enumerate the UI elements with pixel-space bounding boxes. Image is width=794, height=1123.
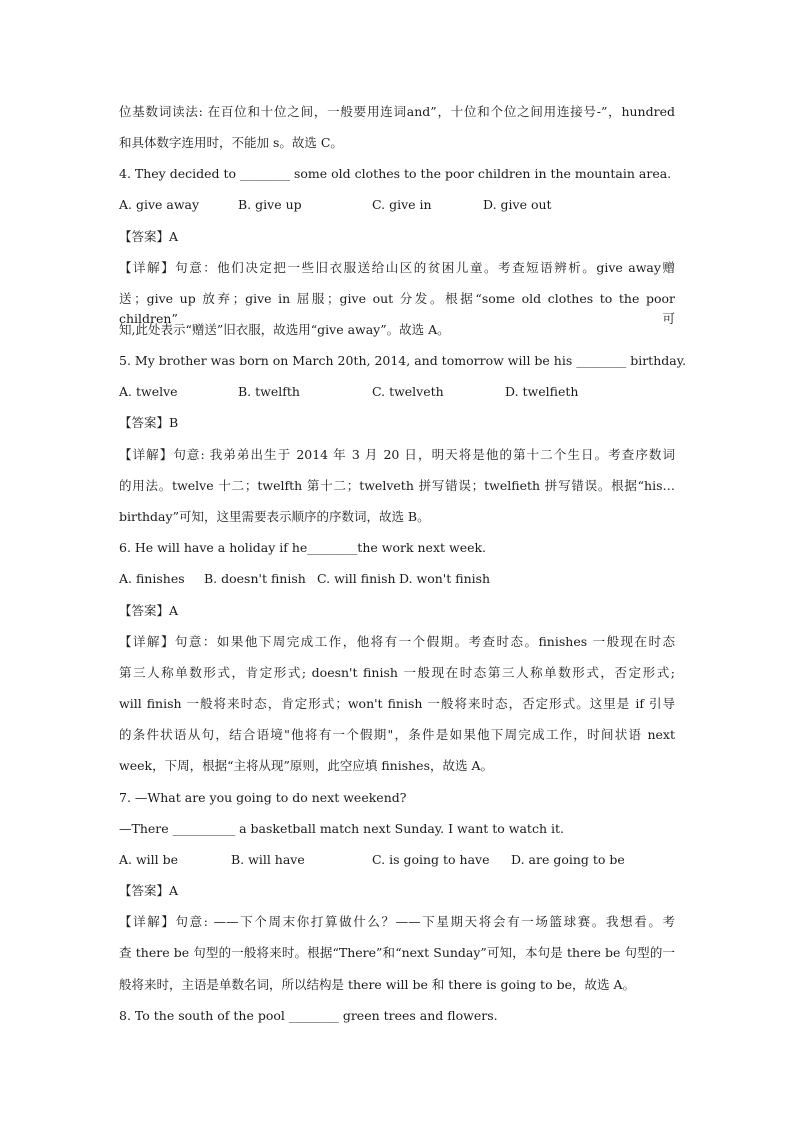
option-a: A. twelve bbox=[119, 384, 178, 399]
option-c: C. twelveth bbox=[372, 384, 444, 399]
question-6: 6. He will have a holiday if he________the work next week. bbox=[119, 540, 487, 555]
explanation-line: 第三人称单数形式，肯定形式; doesn't finish 一般现在时态第三人称单数形式，否定形式; bbox=[119, 665, 675, 680]
explanation-line: week，下周，根据“主将从现”原则，此空应填 finishes，故选 A。 bbox=[119, 758, 493, 773]
option-c: C. give in bbox=[372, 197, 432, 212]
question-8: 8. To the south of the pool ________ green trees and flowers. bbox=[119, 1008, 498, 1023]
explanation-line: 送；give up 放弃；give in 屈服；give out 分发。根据“some old clothes to the poor children”可 bbox=[119, 291, 675, 326]
explanation-line: 【详解】句意：如果他下周完成工作，他将有一个假期。考查时态。finishes 一般现在时态 bbox=[119, 634, 675, 649]
explanation-line: will finish 一般将来时态，肯定形式；won't finish 一般将来时态，否定形式。这里是 if 引导 bbox=[119, 696, 675, 711]
explanation-line: 【详解】句意: 我弟弟出生于 2014 年 3 月 20 日，明天将是他的第十二个生日。考查序数词 bbox=[119, 447, 675, 462]
explanation-line: 的条件状语从句，结合语境"他将有一个假期"，条件是如果他下周完成工作，时间状语 next bbox=[119, 727, 675, 742]
explanation-line: 【详解】句意：他们决定把一些旧衣服送给山区的贫困儿童。考查短语辨析。give away赠 bbox=[119, 260, 675, 275]
question-4: 4. They decided to ________ some old clothes to the poor children in the mountain area. bbox=[119, 166, 672, 181]
question-7-line-2: —There __________ a basketball match next Sunday. I want to watch it. bbox=[119, 821, 564, 836]
explanation-line: 查 there be 句型的一般将来时。根据“There”和“next Sunday”可知，本句是 there be 句型的一 bbox=[119, 945, 675, 960]
explanation-line: birthday”可知，这里需要表示顺序的序数词，故选 B。 bbox=[119, 509, 430, 524]
question-7: 7. —What are you going to do next weekend? bbox=[119, 790, 407, 805]
option-c: C. is going to have bbox=[372, 852, 490, 867]
option-d: D. won't finish bbox=[399, 571, 491, 586]
option-b: B. twelfth bbox=[238, 384, 300, 399]
option-b: B. will have bbox=[231, 852, 305, 867]
answer-label: 【答案】A bbox=[119, 229, 179, 244]
option-b: B. doesn't finish bbox=[204, 571, 306, 586]
option-b: B. give up bbox=[238, 197, 302, 212]
answer-label: 【答案】A bbox=[119, 603, 179, 618]
explanation-line: 的用法。twelve 十二；twelfth 第十二；twelveth 拼写错误；twelfieth 拼写错误。根据“his… bbox=[119, 478, 675, 493]
option-a: A. finishes bbox=[119, 571, 185, 586]
explanation-line: 【详解】句意: ——下个周末你打算做什么？——下星期天将会有一场篮球赛。我想看。考 bbox=[119, 914, 675, 929]
option-d: D. give out bbox=[483, 197, 552, 212]
question-5: 5. My brother was born on March 20th, 2014, and tomorrow will be his ________ birthday. bbox=[119, 353, 687, 368]
text-line: 和具体数字连用时，不能加 s。故选 C。 bbox=[119, 135, 343, 150]
answer-label: 【答案】A bbox=[119, 883, 179, 898]
explanation-line: 般将来时，主语是单数名词，所以结构是 there will be 和 there is going to be，故选 A。 bbox=[119, 977, 635, 992]
option-c: C. will finish bbox=[317, 571, 396, 586]
option-a: A. will be bbox=[119, 852, 179, 867]
text-line: 位基数词读法: 在百位和十位之间，一般要用连词and”，十位和个位之间用连接号-”，hundred bbox=[119, 104, 675, 119]
answer-label: 【答案】B bbox=[119, 415, 179, 430]
option-d: D. twelfieth bbox=[505, 384, 579, 399]
explanation-line: 知,此处表示“赠送”旧衣服，故选用“give away”。故选 A。 bbox=[119, 322, 450, 337]
option-a: A. give away bbox=[119, 197, 200, 212]
option-d: D. are going to be bbox=[511, 852, 625, 867]
